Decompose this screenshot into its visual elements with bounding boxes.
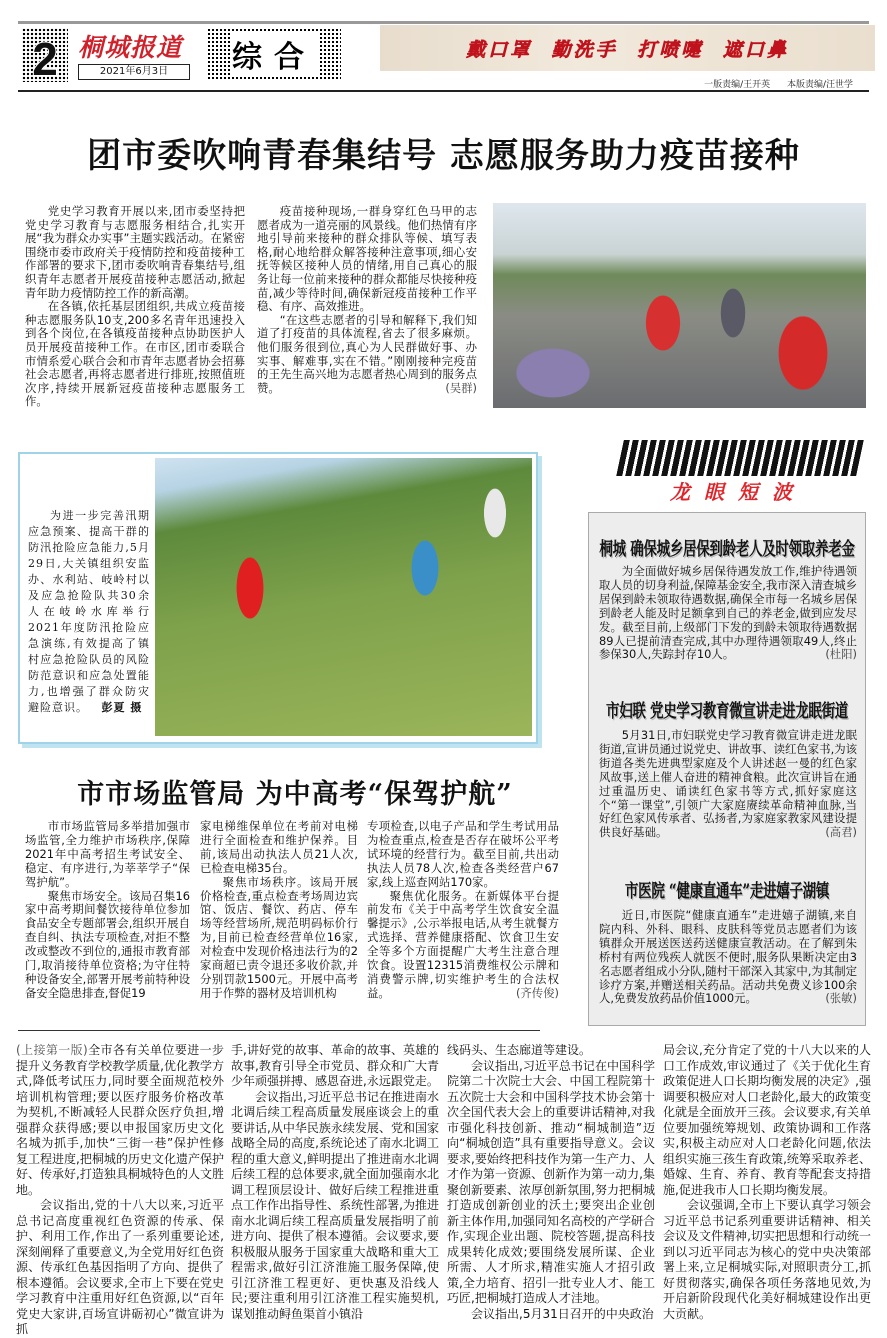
continued-col-2: 手,讲好党的故事、革命的故事、英雄的故事,教育引导全市党员、群众和广大青少年顽强拼搏、感恩奋进,永远跟党走。 会议指出,习近平总书记在推进南水北调后续工程高质量发展座谈会上的重要讲话,从中华民族永续发展、党和国家战略全局的高度,系统论述了南水北调工程的重大意义,鲜明提出了推进南水北调后续工程的总体要求,就全面加强南水北调工程顶层设计、做好后续工程推进重点工作作出指导性、系统性部署,为推进南水北调后续工程高质量发展指明了前进方向、提供了根本遵循。会议要求,要积极服从服务于国家重大战略和重大工程需求,做好引江济淮施工服务保障,使引江济淮工程更好、更快惠及沿线人民;要注重利用引江济淮工程实施契机,谋划推动鲟鱼渠首小镇沿 [231, 1043, 439, 1321]
lead-col-1: 党史学习教育开展以来,团市委坚持把党史学习教育与志愿服务相结合,扎实开展“我为群众办实事”主题实践活动。在紧密围绕市委市政府关于疫情防控和疫苗接种工作部署的要求下,团市委吹响青春集结号,组织青年志愿者开展疫苗接种志愿活动,掀起青年助力疫情防控工作的新高潮。 在各镇,依托基层团组织,共成立疫苗接种志愿服务队10支,200多名青年迅速投入到各个岗位,在各镇疫苗接种点协助医护人员开展疫苗接种工作。在市区,团市委联合市情系爱心联合会和市青年志愿者协会招募社会志愿者,再将志愿者进行排班,按照值班次序,持续开展新冠疫苗接种志愿服务工作。 [25, 204, 245, 409]
brief-body: 5月31日,市妇联党史学习教育微宣讲走进龙眠街道,宣讲员通过说党史、讲故事、读红色家书,为该街道各类先进典型家庭及个人讲述赵一曼的红色家风故事,送上催人奋进的精神食粮。此次宣讲旨在通过重温历史、诵读红色家书等方式,抓好家庭这个“第一课堂”,引领广大家庭赓续革命精神血脉,当好红色家风传承者、弘扬者,为家庭家教家风建设提供良好基础。 (高君) [599, 728, 857, 840]
editors-line: 一版责编/王开英 本版责编/汪世学 [704, 80, 853, 90]
market-col-2: 家电梯维保单位在考前对电梯进行全面检查和维护保养。目前,该局出动执法人员21人次,已检查电梯35台。 聚焦市场秩序。该局开展价格检查,重点检查考场周边宾馆、饭店、餐饮、药店、停车场等经营场所,规范明码标价行为,目前已检查经营单位16家,对检查中发现价格违法行为的2家商超已责令退还多收价款,并分别罚款1500元。开展中高考用于作弊的器材及培训机构 [200, 819, 358, 1000]
section-divider [18, 1030, 540, 1031]
photo-credit: 彭夏 摄 [101, 701, 143, 714]
masthead-logo: 桐城报道 [78, 33, 183, 62]
brief-title: 桐城 确保城乡居保到龄老人及时领取养老金 [599, 538, 855, 561]
flood-drill-photo [155, 458, 532, 736]
brief-title: 市医院 “健康直通车”走进嬉子湖镇 [624, 880, 830, 903]
briefs-box [588, 512, 866, 1026]
continued-col-4: 局会议,充分肯定了党的十八大以来的人口工作成效,审议通过了《关于优化生育政策促进人口长期均衡发展的决定》,强调要积极应对人口老龄化,最大的政策变化就是全面放开三孩。会议要求,有关单位要加强统筹规划、政策协调和工作落实,积极主动应对人口老龄化问题,依法组织实施三孩生育政策,统筹采取养老、婚嫁、生育、养育、教育等配套支持措施,促进我市人口长期均衡发展。 会议强调,全市上下要认真学习领会习近平总书记系列重要讲话精神、相关会议及文件精神,切实把思想和行动统一到以习近平同志为核心的党中央决策部署上来,立足桐城实际,对照职责分工,抓好贯彻落实,确保各项任务落地见效,为开启新阶段现代化美好桐城建设作出更大贡献。 [663, 1043, 871, 1321]
byline: (吴群) [445, 380, 477, 395]
vaccination-volunteers-photo [493, 203, 866, 408]
market-col-1: 市市场监管局多举措加强市场监管,全力维护市场秩序,保障2021年中高考招生考试安全、稳定、有序进行,为莘莘学子“保驾护航”。 聚焦市场安全。该局召集16家中高考期间餐饮接待单位参加食品安全专题部署会,组织开展自查自纠、执法专项检查,对拒不整改或整改不到位的,通报市教育部门,取消接待单位资格;为守住特种设备安全,部署开展考前特种设备安全隐患排查,督促19 [25, 819, 190, 1000]
section-label: 综合 [207, 28, 341, 80]
photo-caption: 为进一步完善汛期应急预案、提高干群的防汛抢险应急能力,5月29日,大关镇组织安监办、水利站、岐岭村以及应急抢险队共30余人在岐岭水库举行2021年度防汛抢险应急演练,有效提高了镇村应急抢险队员的风险防范意识和应急处置能力,也增强了群众防灾避险意识。 彭夏 摄 [28, 509, 150, 714]
header-rule [18, 90, 869, 92]
continued-col-1: (上接第一版)全市各有关单位要进一步提升义务教育学校教学质量,优化教学方式,降低考试压力,同时要全面规范校外培训机构管理;要以医疗服务价格改革为契机,不断减轻人民群众医疗负担,增强群众获得感;要以申报国家历史文化名城为抓手,加快“三街一巷”保护性修复工程进度,把桐城的历史文化遗产保护好、传承好,打造独具桐城特色的人文胜地。 会议指出,党的十八大以来,习近平总书记高度重视红色资源的传承、保护、利用工作,作出了一系列重要论述,深刻阐释了重要意义,为全党用好红色资源、传承红色基因指明了方向、提供了根本遵循。会议要求,全市上下要在党史学习教育中注重用好红色资源,以“百年党史大家讲,百场宣讲砺初心”微宣讲为抓 [16, 1043, 224, 1336]
brief-body: 为全面做好城乡居保待遇发放工作,维护待遇领取人员的切身利益,保障基金安全,我市深入清查城乡居保到龄未领取待遇数据,确保全市每一名城乡居保到龄老人能及时足额拿到自己的养老金,做到应发尽发。截至目前,上级部门下发的到龄未领取待遇数据89人已提前清查完成,其中办理待遇领取49人,终止参保30人,失踪封存10人。 (杜阳) [599, 564, 857, 662]
continued-label: (上接第一版) [16, 1043, 88, 1057]
market-col-3: 专项检查,以电子产品和学生考试用品为检查重点,检查是否存在破坏公平考试环境的经营行为。截至目前,共出动执法人员78人次,检查各类经营户67家,线上巡查网站170家。 聚焦优化服务。在新媒体平台提前发布《关于中高考学生饮食安全温馨提示》,公示举报电话,从考生就餐方式选择、营养健康搭配、饮食卫生安全等多个方面提醒广大考生注意合理饮食。设置12315消费维权公示牌和消费警示牌,切实维护考生的合法权益。 (齐传俊) [367, 819, 559, 1000]
lead-headline: 团市委吹响青春集结号 志愿服务助力疫苗接种 [87, 136, 800, 176]
page-number: 2 [22, 28, 68, 82]
slogan-banner: 戴口罩 勤洗手 打喷嚏 遮口鼻 [380, 25, 875, 71]
market-headline: 市市场监管局 为中高考“保驾护航” [77, 779, 513, 810]
brief-body: 近日,市医院“健康直通车”走进嬉子湖镇,来自院内科、外科、眼科、皮肤科等党员志愿者们为该镇群众开展送医送药送健康宣教活动。在了解到朱桥村有两位残疾人就医不便时,服务队果断决定由3名志愿者组成小分队,随村干部深入其家中,为其制定诊疗方案,并赠送相关药品。活动共免费义诊100余人,免费发放药品价值1000元。 (张敏) [599, 908, 857, 1006]
continued-col-3: 线码头、生态廊道等建设。 会议指出,习近平总书记在中国科学院第二十次院士大会、中国工程院第十五次院士大会和中国科学技术协会第十次全国代表大会上的重要讲话精神,对我市强化科技创新、推动“桐城制造”迈向“桐城创造”具有重要指导意义。会议要求,要始终把科技作为第一生产力、人才作为第一资源、创新作为第一动力,集聚创新要素、浓厚创新氛围,努力把桐城打造成创新创业的沃土;要突出企业创新主体作用,加强同知名高校的产学研合作,实现企业出题、院校答题,提高科技成果转化成效;要围绕发展所谋、企业所需、人才所求,精准实施人才招引政策,全力培育、招引一批专业人才、能工巧匠,把桐城打造成人才洼地。 会议指出,5月31日召开的中央政治 [447, 1043, 655, 1321]
issue-date: 2021年6月3日 [78, 64, 190, 80]
briefs-column-logo: 龙眼短波 [600, 440, 862, 502]
top-rule [18, 21, 869, 24]
lead-col-2: 疫苗接种现场,一群身穿红色马甲的志愿者成为一道亮丽的风景线。他们热情有序地引导前来接种的群众排队等候、填写表格,耐心地给群众解答接种注意事项,细心安抚等候区接种人员的情绪,用自己真心的服务让每一位前来接种的群众都能尽快接种疫苗,减少等待时间,确保新冠疫苗接种工作平稳、有序、高效推进。 “在这些志愿者的引导和解释下,我们知道了打疫苗的具体流程,省去了很多麻烦。他们服务很到位,真心为人民群做好事、办实事、解难事,实在不错。”刚刚接种完疫苗的王先生高兴地为志愿者热心周到的服务点赞。 (吴群) [257, 204, 477, 395]
brief-title: 市妇联 党史学习教育微宣讲走进龙眠街道 [606, 700, 848, 723]
